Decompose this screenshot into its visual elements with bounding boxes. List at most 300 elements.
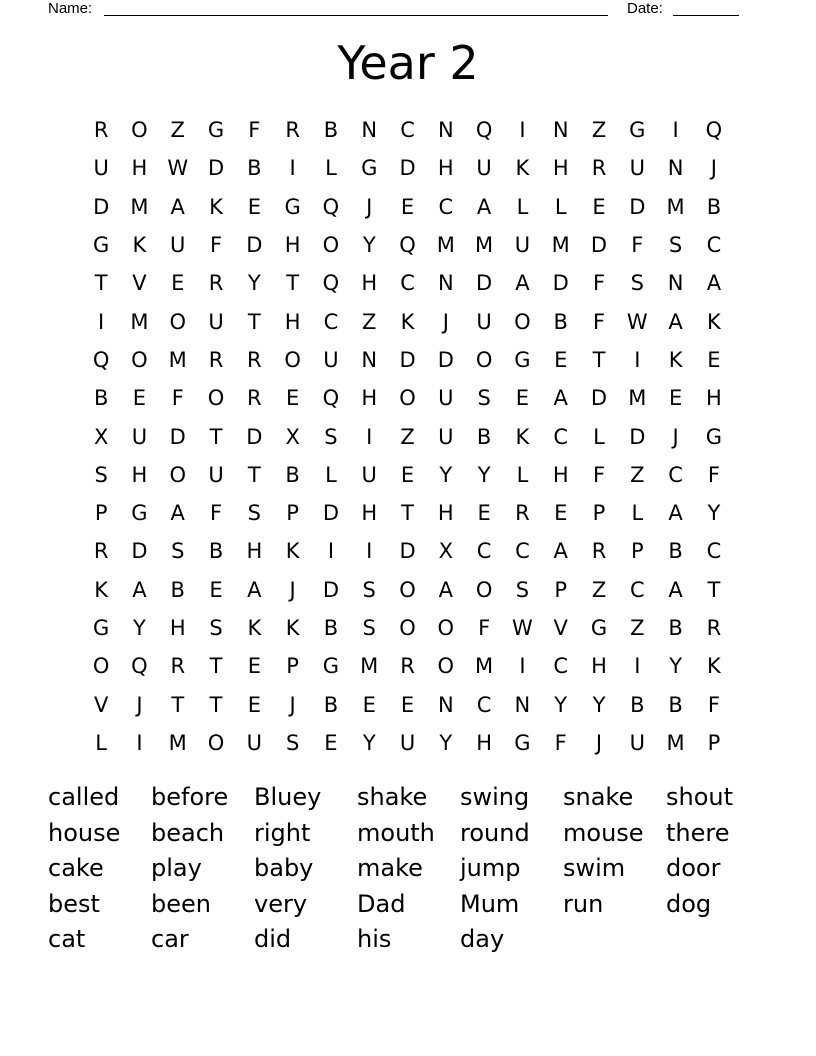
grid-letter[interactable]: Y — [707, 501, 721, 526]
grid-letter[interactable]: K — [285, 539, 300, 564]
grid-letter[interactable]: A — [170, 194, 185, 219]
grid-letter[interactable]: Z — [170, 118, 185, 143]
grid-letter[interactable]: F — [592, 271, 606, 296]
grid-letter[interactable]: O — [475, 577, 493, 602]
grid-letter[interactable]: M — [168, 730, 187, 755]
grid-letter[interactable]: B — [323, 616, 339, 640]
grid-letter[interactable]: N — [361, 347, 378, 372]
grid-letter[interactable]: F — [707, 462, 720, 487]
grid-letter[interactable]: Q — [322, 386, 340, 411]
grid-letter[interactable]: B — [247, 156, 262, 181]
grid-letter[interactable]: A — [476, 194, 492, 219]
grid-letter[interactable]: T — [707, 577, 721, 602]
grid-letter[interactable]: A — [668, 309, 683, 334]
grid-letter[interactable]: E — [400, 692, 415, 717]
grid-letter[interactable]: Q — [322, 271, 340, 296]
grid-letter[interactable]: A — [132, 577, 147, 602]
grid-letter[interactable]: Q — [131, 654, 148, 679]
grid-letter[interactable]: C — [553, 654, 569, 679]
grid-letter[interactable]: H — [591, 654, 607, 679]
grid-letter[interactable]: O — [399, 577, 416, 602]
grid-letter[interactable]: H — [476, 730, 493, 755]
grid-letter[interactable]: G — [705, 424, 723, 449]
word-bank-item: round — [460, 818, 530, 847]
grid-letter[interactable]: S — [209, 616, 223, 640]
grid-letter[interactable]: D — [590, 233, 608, 258]
grid-letter[interactable]: O — [284, 347, 301, 372]
grid-letter[interactable]: T — [286, 271, 300, 296]
grid-letter[interactable]: N — [667, 156, 684, 181]
grid-letter[interactable]: S — [171, 539, 185, 564]
grid-letter[interactable]: G — [207, 118, 225, 143]
grid-letter[interactable]: H — [169, 616, 186, 640]
grid-letter[interactable]: R — [93, 118, 109, 143]
grid-letter[interactable]: A — [170, 501, 185, 526]
grid-letter[interactable]: N — [361, 118, 378, 143]
grid-letter[interactable]: F — [209, 233, 223, 258]
grid-letter[interactable]: H — [437, 156, 454, 181]
grid-letter[interactable]: A — [438, 577, 453, 602]
grid-letter[interactable]: I — [519, 118, 526, 143]
grid-letter[interactable]: D — [322, 577, 340, 602]
grid-letter[interactable]: D — [207, 156, 225, 181]
grid-letter[interactable]: D — [93, 194, 110, 219]
grid-letter[interactable]: Q — [705, 118, 723, 143]
grid-letter[interactable]: T — [247, 462, 261, 487]
grid-letter[interactable]: M — [475, 654, 494, 679]
grid-letter[interactable]: Z — [362, 309, 377, 334]
grid-letter[interactable]: H — [706, 386, 722, 411]
grid-letter[interactable]: U — [246, 730, 263, 755]
grid-letter[interactable]: M — [130, 194, 149, 219]
grid-letter[interactable]: C — [476, 539, 492, 564]
grid-letter[interactable]: A — [515, 271, 530, 296]
grid-letter[interactable]: T — [94, 271, 108, 296]
grid-letter[interactable]: X — [285, 424, 300, 449]
grid-letter[interactable]: S — [515, 577, 530, 602]
grid-letter[interactable]: Y — [247, 271, 261, 296]
grid-letter[interactable]: E — [707, 347, 721, 372]
grid-letter[interactable]: C — [706, 539, 722, 564]
grid-letter[interactable]: G — [93, 616, 110, 640]
grid-letter[interactable]: G — [514, 730, 531, 755]
grid-letter[interactable]: E — [247, 692, 261, 717]
grid-letter[interactable]: U — [208, 309, 224, 334]
grid-letter[interactable]: I — [634, 654, 641, 679]
grid-letter[interactable]: S — [630, 271, 644, 296]
grid-letter[interactable]: O — [207, 386, 225, 411]
grid-letter[interactable]: R — [247, 386, 262, 411]
grid-letter[interactable]: S — [668, 233, 683, 258]
grid-letter[interactable]: M — [551, 233, 570, 258]
word-bank-item: did — [254, 925, 292, 953]
grid-letter[interactable]: Y — [592, 692, 606, 717]
grid-letter[interactable]: P — [707, 730, 721, 755]
grid-letter[interactable]: M — [436, 233, 455, 258]
word-bank-item: shout — [666, 783, 734, 811]
grid-letter[interactable]: T — [247, 309, 261, 334]
grid-letter[interactable]: S — [362, 616, 376, 640]
grid-letter[interactable]: K — [285, 616, 300, 640]
grid-letter[interactable]: T — [171, 692, 185, 717]
grid-letter[interactable]: O — [169, 462, 186, 487]
grid-letter[interactable]: H — [131, 462, 148, 487]
date-blank-line[interactable] — [673, 15, 739, 16]
grid-letter[interactable]: B — [668, 539, 683, 564]
grid-letter[interactable]: M — [628, 386, 647, 411]
grid-letter[interactable]: Y — [362, 730, 376, 755]
grid-letter[interactable]: D — [246, 424, 263, 449]
grid-letter[interactable]: O — [322, 233, 340, 258]
grid-letter[interactable]: A — [553, 539, 568, 564]
grid-letter[interactable]: D — [629, 424, 646, 449]
grid-letter[interactable]: C — [515, 539, 530, 564]
grid-letter[interactable]: U — [131, 424, 148, 449]
grid-letter[interactable]: E — [247, 654, 261, 679]
grid-letter[interactable]: K — [94, 577, 109, 602]
grid-letter[interactable]: N — [514, 692, 531, 717]
grid-letter[interactable]: P — [94, 501, 108, 526]
grid-letter[interactable]: Z — [630, 616, 645, 640]
grid-letter[interactable]: B — [208, 539, 224, 564]
grid-letter[interactable]: M — [360, 654, 379, 679]
grid-letter[interactable]: A — [668, 577, 683, 602]
grid-letter[interactable]: B — [668, 616, 683, 640]
grid-letter[interactable]: R — [208, 347, 224, 372]
grid-letter[interactable]: L — [516, 194, 529, 219]
grid-letter[interactable]: P — [630, 539, 644, 564]
grid-letter[interactable]: V — [93, 692, 109, 717]
grid-letter[interactable]: F — [554, 730, 567, 755]
grid-letter[interactable]: B — [476, 424, 492, 449]
grid-letter[interactable]: Y — [133, 616, 146, 640]
grid-letter[interactable]: A — [247, 577, 262, 602]
grid-letter[interactable]: H — [552, 156, 569, 181]
grid-letter[interactable]: Q — [322, 194, 340, 219]
grid-letter[interactable]: F — [592, 462, 606, 487]
word-bank-item: snake — [563, 783, 634, 811]
grid-letter[interactable]: O — [437, 654, 455, 679]
grid-letter[interactable]: Q — [92, 347, 110, 372]
grid-letter[interactable]: K — [515, 156, 530, 181]
grid-row — [82, 609, 733, 647]
grid-letter[interactable]: H — [246, 539, 263, 564]
grid-letter[interactable]: H — [361, 386, 378, 411]
grid-letter[interactable]: B — [553, 309, 568, 334]
grid-letter[interactable]: N — [667, 271, 684, 296]
grid-letter[interactable]: D — [629, 194, 646, 219]
grid-letter[interactable]: P — [554, 577, 568, 602]
grid-letter[interactable]: N — [437, 692, 454, 717]
grid-letter[interactable]: U — [208, 462, 224, 487]
grid-letter[interactable]: V — [553, 616, 568, 640]
grid-letter[interactable]: B — [323, 118, 339, 143]
grid-letter[interactable]: B — [170, 577, 185, 602]
grid-letter[interactable]: D — [590, 386, 608, 411]
grid-letter[interactable]: S — [477, 386, 491, 411]
grid-letter[interactable]: J — [289, 692, 296, 717]
grid-letter[interactable]: X — [93, 424, 109, 449]
grid-letter[interactable]: K — [400, 309, 415, 334]
grid-letter[interactable]: G — [514, 347, 531, 372]
grid-letter[interactable]: I — [366, 539, 373, 564]
grid-letter[interactable]: E — [477, 501, 491, 526]
grid-letter[interactable]: K — [515, 424, 530, 449]
grid-letter[interactable]: E — [324, 730, 338, 755]
grid-letter[interactable]: N — [552, 118, 569, 143]
grid-letter[interactable]: U — [476, 156, 492, 181]
grid-letter[interactable]: H — [284, 233, 301, 258]
grid-letter[interactable]: I — [366, 424, 373, 449]
grid-letter[interactable]: F — [248, 118, 261, 143]
grid-letter[interactable]: E — [209, 577, 223, 602]
grid-letter[interactable]: F — [171, 386, 184, 411]
grid-letter[interactable]: L — [516, 462, 529, 487]
grid-letter[interactable]: K — [209, 194, 223, 219]
grid-letter[interactable]: I — [98, 309, 105, 334]
grid-letter[interactable]: W — [167, 156, 189, 181]
grid-letter[interactable]: R — [247, 347, 262, 372]
grid-letter[interactable]: K — [132, 233, 147, 258]
grid-letter[interactable]: J — [595, 730, 603, 755]
grid-letter[interactable]: Z — [630, 462, 645, 487]
grid-letter[interactable]: M — [130, 309, 149, 334]
grid-letter[interactable]: D — [552, 271, 569, 296]
grid-letter[interactable]: O — [131, 118, 148, 143]
grid-letter[interactable]: B — [706, 194, 722, 219]
grid-letter[interactable]: E — [400, 462, 415, 487]
grid-letter[interactable]: U — [93, 156, 109, 181]
grid-letter[interactable]: M — [666, 730, 685, 755]
grid-letter[interactable]: Y — [439, 730, 453, 755]
grid-letter[interactable]: U — [629, 156, 645, 181]
grid-letter[interactable]: M — [666, 194, 685, 219]
grid-letter[interactable]: N — [437, 118, 454, 143]
grid-letter[interactable]: L — [95, 730, 107, 755]
grid-letter[interactable]: U — [361, 462, 377, 487]
grid-letter[interactable]: O — [207, 730, 225, 755]
grid-letter[interactable]: L — [325, 462, 337, 487]
grid-letter[interactable]: S — [285, 730, 300, 755]
grid-letter[interactable]: G — [131, 501, 148, 526]
grid-letter[interactable]: P — [592, 501, 606, 526]
grid-letter[interactable]: K — [707, 654, 721, 679]
grid-letter[interactable]: G — [284, 194, 301, 219]
grid-letter[interactable]: U — [629, 730, 645, 755]
grid-letter[interactable]: D — [322, 501, 340, 526]
grid-letter[interactable]: O — [475, 347, 493, 372]
grid-letter[interactable]: U — [170, 233, 186, 258]
grid-letter[interactable]: G — [322, 654, 340, 679]
grid-letter[interactable]: D — [131, 539, 148, 564]
grid-letter[interactable]: H — [131, 156, 148, 181]
grid-letter[interactable]: F — [478, 616, 491, 640]
grid-letter[interactable]: S — [324, 424, 338, 449]
grid-letter[interactable]: R — [591, 539, 607, 564]
grid-letter[interactable]: C — [553, 424, 569, 449]
grid-letter[interactable]: W — [512, 616, 533, 640]
grid-letter[interactable]: I — [519, 654, 526, 679]
grid-letter[interactable]: S — [247, 501, 261, 526]
grid-letter[interactable]: A — [553, 386, 568, 411]
grid-letter[interactable]: C — [668, 462, 683, 487]
grid-letter[interactable]: Z — [591, 577, 607, 602]
grid-letter[interactable]: P — [286, 654, 299, 679]
grid-letter[interactable]: C — [706, 233, 722, 258]
grid-letter[interactable]: R — [285, 118, 300, 143]
grid-letter[interactable]: H — [284, 309, 301, 334]
word-bank-item: right — [254, 818, 311, 847]
grid-letter[interactable]: B — [93, 386, 109, 411]
grid-letter[interactable]: D — [399, 347, 416, 372]
grid-letter[interactable]: F — [209, 501, 223, 526]
grid-letter[interactable]: Y — [439, 462, 453, 487]
grid-row — [82, 341, 733, 379]
grid-letter[interactable]: I — [136, 730, 143, 755]
grid-letter[interactable]: U — [323, 347, 339, 372]
grid-letter[interactable]: J — [136, 692, 143, 717]
grid-letter[interactable]: L — [554, 194, 567, 219]
grid-letter[interactable]: D — [399, 539, 416, 564]
grid-letter[interactable]: J — [442, 309, 449, 334]
grid-letter[interactable]: W — [626, 309, 648, 334]
word-bank-item: Bluey — [254, 783, 322, 811]
grid-letter[interactable]: H — [361, 271, 378, 296]
grid-letter[interactable]: O — [399, 386, 416, 411]
grid-letter[interactable]: N — [437, 271, 454, 296]
grid-letter[interactable]: K — [247, 616, 262, 640]
grid-letter[interactable]: J — [710, 156, 717, 181]
grid-letter[interactable]: O — [92, 654, 110, 679]
grid-letter[interactable]: O — [437, 616, 455, 640]
grid-letter[interactable]: E — [592, 194, 606, 219]
grid-letter[interactable]: U — [438, 424, 454, 449]
grid-letter[interactable]: R — [208, 271, 224, 296]
grid-letter[interactable]: U — [514, 233, 531, 258]
grid-letter[interactable]: J — [289, 577, 296, 602]
grid-letter[interactable]: J — [672, 424, 679, 449]
grid-letter[interactable]: M — [168, 347, 187, 372]
grid-letter[interactable]: E — [554, 501, 568, 526]
grid-letter[interactable]: Z — [400, 424, 415, 449]
grid-letter[interactable]: E — [247, 194, 261, 219]
word-bank-item: baby — [254, 854, 314, 882]
grid-letter[interactable]: D — [169, 424, 186, 449]
grid-letter[interactable]: L — [631, 501, 644, 526]
grid-letter[interactable]: Q — [399, 233, 416, 258]
grid-letter[interactable]: D — [246, 233, 263, 258]
grid-letter[interactable]: F — [592, 309, 606, 334]
grid-letter[interactable]: T — [209, 654, 223, 679]
grid-letter[interactable]: E — [554, 347, 568, 372]
grid-letter[interactable]: U — [399, 730, 416, 755]
grid-letter[interactable]: J — [366, 194, 373, 219]
grid-letter[interactable]: A — [706, 271, 722, 296]
grid-letter[interactable]: P — [286, 501, 299, 526]
grid-letter[interactable]: X — [438, 539, 454, 564]
grid-letter[interactable]: F — [631, 233, 644, 258]
name-blank-line[interactable] — [104, 15, 608, 16]
grid-letter[interactable]: R — [591, 156, 607, 181]
grid-letter[interactable]: F — [707, 692, 720, 717]
grid-letter[interactable]: K — [668, 347, 683, 372]
grid-letter[interactable]: R — [706, 616, 722, 640]
grid-letter[interactable]: C — [438, 194, 454, 219]
grid-letter[interactable]: C — [323, 309, 339, 334]
grid-letter[interactable]: E — [362, 692, 376, 717]
grid-letter[interactable]: Z — [591, 118, 607, 143]
grid-letter[interactable]: G — [361, 156, 378, 181]
grid-letter[interactable]: C — [629, 577, 645, 602]
grid-letter[interactable]: A — [668, 501, 683, 526]
grid-letter[interactable]: H — [437, 501, 454, 526]
grid-letter[interactable]: H — [361, 501, 378, 526]
grid-letter[interactable]: O — [131, 347, 148, 372]
grid-letter[interactable]: I — [634, 347, 641, 372]
grid-letter[interactable]: I — [327, 539, 335, 564]
grid-letter[interactable]: B — [323, 692, 339, 717]
grid-letter[interactable]: H — [552, 462, 569, 487]
grid-letter[interactable]: E — [515, 386, 530, 411]
grid-letter[interactable]: C — [400, 118, 415, 143]
grid-letter[interactable]: Y — [669, 654, 683, 679]
grid-letter[interactable]: K — [707, 309, 721, 334]
grid-letter[interactable]: E — [132, 386, 147, 411]
grid-letter[interactable]: C — [476, 692, 492, 717]
grid-letter[interactable]: T — [592, 347, 606, 372]
grid-letter[interactable]: I — [672, 118, 679, 143]
grid-letter[interactable]: O — [169, 309, 186, 334]
grid-letter[interactable]: U — [476, 309, 492, 334]
grid-letter[interactable]: R — [515, 501, 530, 526]
grid-letter[interactable]: D — [437, 347, 454, 372]
grid-letter[interactable]: T — [209, 424, 223, 449]
grid-letter[interactable]: Y — [362, 233, 376, 258]
grid-letter[interactable]: G — [93, 233, 110, 258]
grid-letter[interactable]: L — [325, 156, 337, 181]
grid-letter[interactable]: U — [438, 386, 454, 411]
grid-letter[interactable]: E — [668, 386, 683, 411]
grid-letter[interactable]: V — [132, 271, 147, 296]
grid-letter[interactable]: D — [399, 156, 416, 181]
grid-letter[interactable]: T — [401, 501, 414, 526]
grid-letter[interactable]: G — [629, 118, 646, 143]
grid-letter[interactable]: G — [590, 616, 608, 640]
grid-letter[interactable]: B — [630, 692, 645, 717]
grid-letter[interactable]: R — [93, 539, 109, 564]
grid-letter[interactable]: Q — [475, 118, 493, 143]
grid-letter[interactable]: O — [399, 616, 416, 640]
grid-letter[interactable]: M — [475, 233, 494, 258]
grid-letter[interactable]: D — [476, 271, 493, 296]
grid-letter[interactable]: B — [285, 462, 300, 487]
grid-letter[interactable]: S — [362, 577, 376, 602]
grid-letter[interactable]: Y — [477, 462, 491, 487]
grid-letter[interactable]: C — [400, 271, 415, 296]
grid-letter[interactable]: T — [209, 692, 223, 717]
grid-letter[interactable]: E — [171, 271, 185, 296]
grid-letter[interactable]: R — [170, 654, 186, 679]
grid-letter[interactable]: B — [668, 692, 683, 717]
grid-letter[interactable]: E — [285, 386, 300, 411]
grid-letter[interactable]: R — [400, 654, 415, 679]
grid-letter[interactable]: O — [514, 309, 531, 334]
grid-letter[interactable]: I — [289, 156, 296, 181]
grid-letter[interactable]: S — [94, 462, 108, 487]
grid-letter[interactable]: L — [593, 424, 605, 449]
grid-letter[interactable]: Y — [554, 692, 568, 717]
grid-letter[interactable]: E — [400, 194, 415, 219]
